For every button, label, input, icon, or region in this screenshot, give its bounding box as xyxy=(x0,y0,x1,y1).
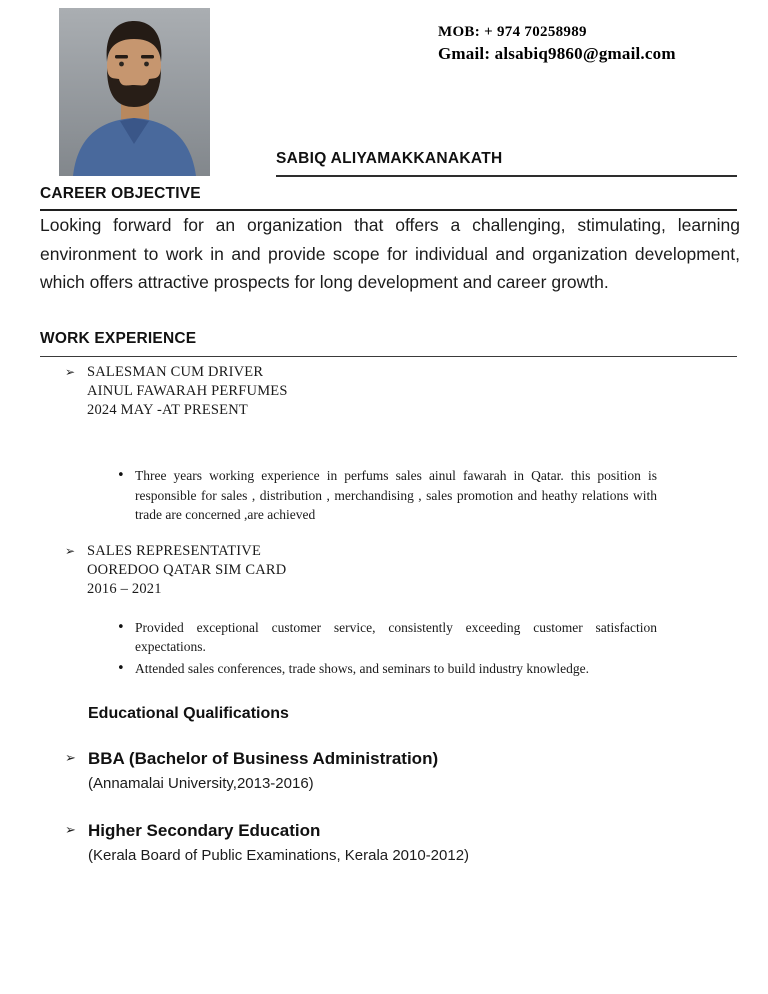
education-degree-row xyxy=(65,820,728,842)
dot-bullet-icon: • xyxy=(117,468,125,483)
profile-photo xyxy=(59,8,210,176)
job-company: OOREDOO QATAR SIM CARD xyxy=(87,561,287,578)
job-title: SALESMAN CUM DRIVER xyxy=(87,364,264,380)
work-experience-list xyxy=(65,363,708,680)
work-experience-heading: WORK EXPERIENCE xyxy=(40,330,737,357)
profile-photo-graphic xyxy=(59,8,210,176)
education-list xyxy=(65,748,728,866)
job-details xyxy=(87,542,286,599)
education-degree: Higher Secondary Education xyxy=(88,821,321,840)
education-degree: BBA (Bachelor of Business Administration) xyxy=(88,749,439,768)
education-heading: Educational Qualifications xyxy=(88,705,289,722)
job-entry xyxy=(65,542,708,599)
job-company: AINUL FAWARAH PERFUMES xyxy=(87,383,288,399)
job-bullet-row xyxy=(117,466,657,525)
dot-bullet-icon: • xyxy=(117,660,125,676)
education-degree-row xyxy=(65,748,728,770)
job-bullet: Attended sales conferences, trade shows, and seminars to build industry knowledge. xyxy=(135,660,590,676)
education-institution: (Kerala Board of Public Examinations, Kerala 2010-2012) xyxy=(88,847,470,864)
job-details xyxy=(87,363,288,420)
candidate-name: SABIQ ALIYAMAKKANAKATH xyxy=(276,150,503,167)
job-entry xyxy=(65,363,708,420)
career-objective-text: Looking forward for an organization that offers a challenging, stimulating, learning environment to work in and provide scope for individual and organization development, which offers attractive prospects for long development and career growth. xyxy=(40,215,740,292)
education-institution: (Annamalai University,2013-2016) xyxy=(88,775,314,792)
education-entry xyxy=(65,820,728,866)
mobile-number: MOB: + 974 70258989 xyxy=(438,24,587,40)
dot-bullet-icon: • xyxy=(117,619,125,635)
job-bullet-list xyxy=(117,466,657,525)
job-period: 2016 – 2021 xyxy=(87,580,162,597)
job-title: SALES REPRESENTATIVE xyxy=(87,542,262,559)
job-bullet: Three years working experience in perfums sales ainul fawarah in Qatar. this position is responsible for sales , distribution , merchandising , sales promotion and heathy relations with trade are concerned ,are achieved xyxy=(135,468,657,522)
arrow-bullet-icon: ➢ xyxy=(65,751,76,766)
education-entry xyxy=(65,748,728,794)
career-objective-heading: CAREER OBJECTIVE xyxy=(40,185,737,211)
job-bullet: Provided exceptional customer service, consistently exceeding customer satisfaction expectations. xyxy=(135,619,657,654)
name-row xyxy=(276,150,737,177)
contact-block xyxy=(438,24,676,64)
arrow-bullet-icon: ➢ xyxy=(65,365,76,379)
arrow-bullet-icon: ➢ xyxy=(65,823,76,838)
job-bullet-row xyxy=(117,618,657,657)
job-bullet-row xyxy=(117,659,657,679)
arrow-bullet-icon: ➢ xyxy=(65,543,76,558)
email-address: Gmail: alsabiq9860@gmail.com xyxy=(438,44,676,63)
job-period: 2024 MAY -AT PRESENT xyxy=(87,402,248,418)
job-bullet-list xyxy=(117,618,657,679)
